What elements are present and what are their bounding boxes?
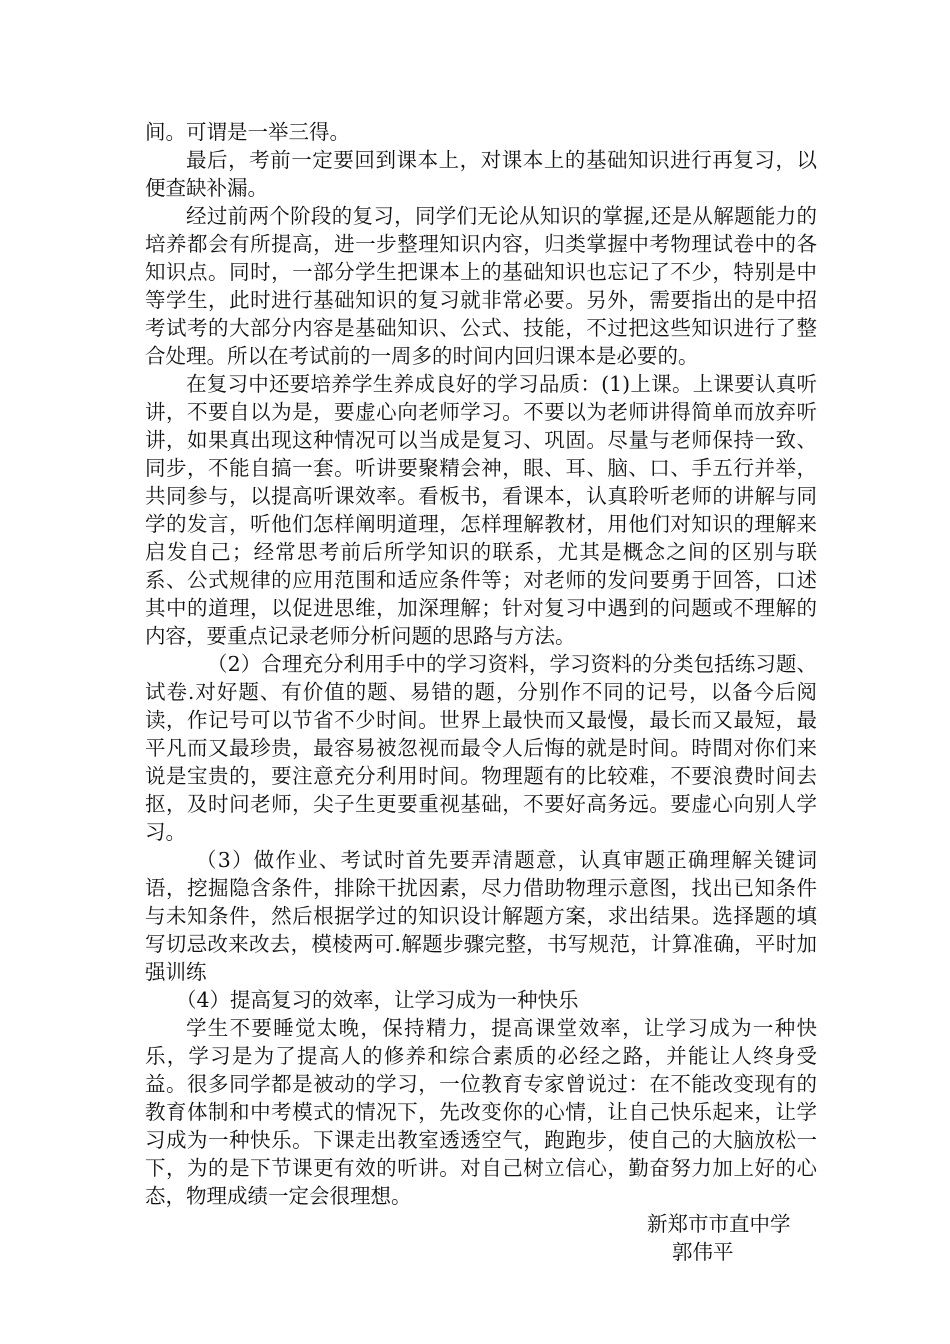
paragraph-happy-learning: 学生不要睡觉太晚，保持精力，提高课堂效率，让学习成为一种快乐，学习是为了提高人的修养和综合素质的必经之路，并能让人终身受益。很多同学都是被动的学习，一位教育专家曾说过：在不能改变现有的教育体制和中考模式的情况下，先改变你的心情，让自己快乐起来，让学习成为一种快乐。下课走出教室透透空气，跑跑步，使自己的大脑放松一下，为的是下节课更有效的听讲。对自己树立信心，勤奋努力加上好的心态，物理成绩一定会很理想。 bbox=[145, 1016, 817, 1208]
paragraph-final-review: 最后，考前一定要回到课本上，对课本上的基础知识进行再复习，以便查缺补漏。 bbox=[145, 148, 817, 200]
paragraph-efficiency-heading: （4）提高复习的效率，让学习成为一种快乐 bbox=[176, 988, 579, 1012]
paragraph-homework-exams: （3）做作业、考试时首先要弄清题意，认真审题正确理解关键词语，挖掘隐含条件，排除干扰因素，尽力借助物理示意图，找出已知条件与未知条件，然后根据学过的知识设计解题方案，求出结果。选择题的填写切忌改来改去，模棱两可.解题步骤完整，书写规范，计算准确，平时加强训练 bbox=[145, 848, 817, 984]
signature-school: 新郑市市直中学 bbox=[647, 1212, 791, 1236]
signature-author: 郭伟平 bbox=[672, 1240, 734, 1264]
paragraph-study-materials: （2）合理充分利用手中的学习资料，学习资料的分类包括练习题、试卷.对好题、有价值的题、易错的题，分别作不同的记号，以备今后阅读，作记号可以节省不少时间。世界上最快而又最慢，最长而又最短，最平凡而又最珍贵，最容易被忽视而最令人后悔的就是时间。時間对你们来说是宝贵的，要注意充分利用时间。物理题有的比较难，不要浪费时间去抠，及时问老师，尖子生更要重视基础，不要好高务远。要虚心向别人学习。 bbox=[145, 652, 817, 844]
paragraph-continuation: 间。可谓是一举三得。 bbox=[145, 120, 350, 144]
paragraph-return-to-textbook: 经过前两个阶段的复习，同学们无论从知识的掌握,还是从解题能力的培养都会有所提高，进一步整理知识内容，归类掌握中考物理试卷中的各知识点。同时，一部分学生把课本上的基础知识也忘记了不少，特别是中等学生，此时进行基础知识的复习就非常必要。另外，需要指出的是中招考试考的大部分内容是基础知识、公式、技能，不过把这些知识进行了整合处理。所以在考试前的一周多的时间内回归课本是必要的。 bbox=[145, 204, 817, 368]
paragraph-study-habits-class: 在复习中还要培养学生养成良好的学习品质：(1)上课。上课要认真听讲，不要自以为是，要虚心向老师学习。不要以为老师讲得简单而放弃听讲，如果真出现这种情况可以当成是复习、巩固。尽量与老师保持一致、同步，不能自搞一套。听讲要聚精会神，眼、耳、脑、口、手五行并举，共同参与，以提高听课效率。看板书，看课本，认真聆听老师的讲解与同学的发言，听他们怎样阐明道理，怎样理解教材，用他们对知识的理解来启发自己；经常思考前后所学知识的联系，尤其是概念之间的区别与联系、公式规律的应用范围和适应条件等；对老师的发问要勇于回答，口述其中的道理，以促进思维，加深理解；针对复习中遇到的问题或不理解的内容，要重点记录老师分析问题的思路与方法。 bbox=[145, 372, 817, 648]
document-body bbox=[145, 118, 817, 1266]
